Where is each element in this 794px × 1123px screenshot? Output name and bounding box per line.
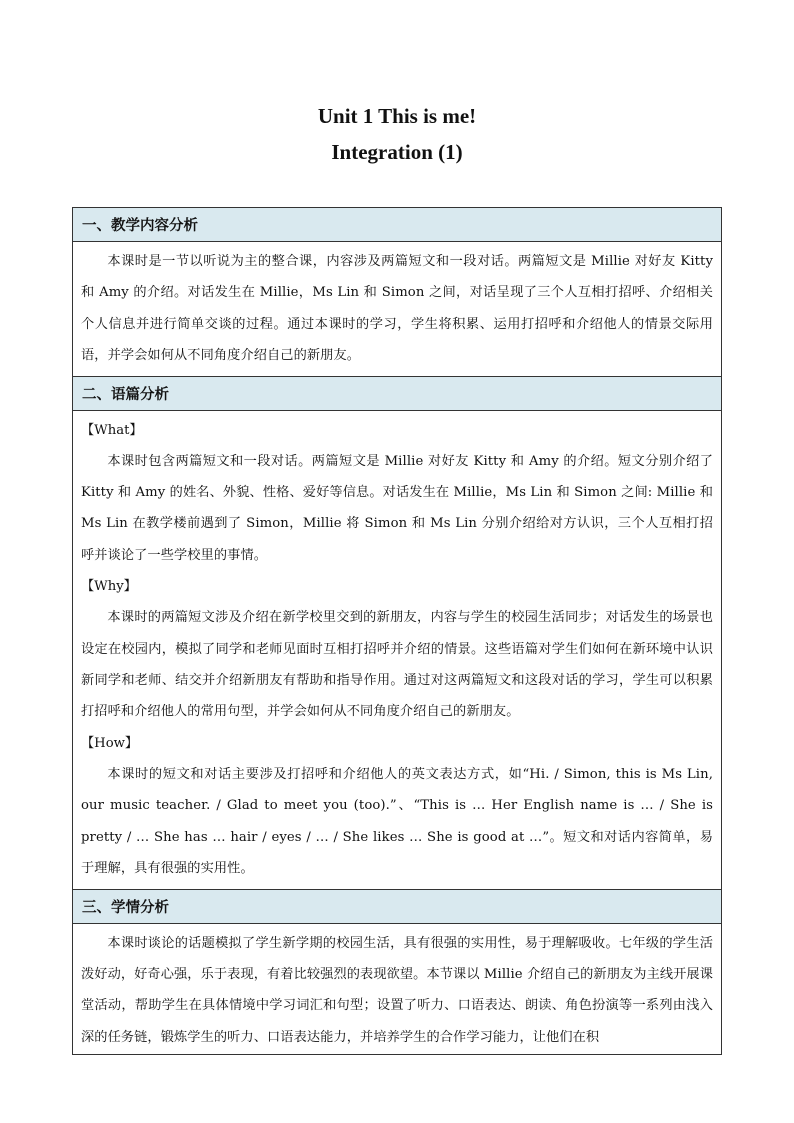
why-tag: 【Why】 [81, 579, 137, 595]
section-header-learners [73, 889, 722, 923]
how-paragraph: 本课时的短文和对话主要涉及打招呼和介绍他人的英文表达方式，如“Hi. / Simon, this is Ms Lin, our music teacher. / Glad to meet you (too).”、“This is … Her English name is … / She is pretty / … She has … hair / eyes / … / She likes … She is good at …”。短文和对话内容简单，易于理解，具有很强的实用性。 [81, 766, 713, 877]
section-body-cell [73, 923, 722, 1054]
clipped-paragraph-wrap [81, 928, 713, 1050]
section-body-learners [73, 923, 722, 1054]
section-heading: 三、学情分析 [73, 889, 722, 923]
section-body-content [73, 242, 722, 377]
why-paragraph: 本课时的两篇短文涉及介绍在新学校里交到的新朋友，内容与学生的校园生活同步；对话发生的场景也设定在校园内，模拟了同学和老师见面时互相打招呼并介绍的情景。这些语篇对学生们如何在新环境中认识新同学和老师、结交并介绍新朋友有帮助和指导作用。通过对这两篇短文和这段对话的学习，学生可以积累打招呼和介绍他人的常用句型，并学会如何从不同角度介绍自己的新朋友。 [81, 610, 713, 720]
section-header-content [73, 208, 722, 242]
section-body-cell [73, 242, 722, 377]
section-body-cell [73, 410, 722, 889]
what-tag: 【What】 [81, 422, 143, 438]
section-header-discourse [73, 376, 722, 410]
content-paragraph: 本课时是一节以听说为主的整合课，内容涉及两篇短文和一段对话。两篇短文是 Millie 对好友 Kitty 和 Amy 的介绍。对话发生在 Millie，Ms Lin 和 Simon 之间，对话呈现了三个人互相打招呼、介绍相关个人信息并进行简单交谈的过程。通过本课时的学习，学生将积累、运用打招呼和介绍他人的情景交际用语，并学会如何从不同角度介绍自己的新朋友。 [81, 254, 713, 364]
page-subtitle: Integration (1) [331, 140, 463, 164]
how-tag: 【How】 [81, 735, 139, 751]
what-paragraph: 本课时包含两篇短文和一段对话。两篇短文是 Millie 对好友 Kitty 和 Amy 的介绍。短文分别介绍了 Kitty 和 Amy 的姓名、外貌、性格、爱好等信息。对话发生在 Millie，Ms Lin 和 Simon 之间: Millie 和 Ms Lin 在教学楼前遇到了 Simon，Millie 将 Simon 和 Ms Lin 分别介绍给对方认识，三个人互相打招呼并谈论了一些学校里的事情。 [81, 453, 713, 563]
page-title: Unit 1 This is me! [317, 104, 477, 128]
section-heading: 一、教学内容分析 [73, 208, 722, 242]
lesson-analysis-table [72, 207, 722, 1055]
learner-paragraph: 本课时谈论的话题模拟了学生新学期的校园生活，具有很强的实用性，易于理解吸收。七年级的学生活泼好动，好奇心强，乐于表现，有着比较强烈的表现欲望。本节课以 Millie 介绍自己的新朋友为主线开展课堂活动，帮助学生在具体情境中学习词汇和句型；设置了听力、口语表达、朗读、角色扮演等一系列由浅入深的任务链，锻炼学生的听力、口语表达能力，并培养学生的合作学习能力，让他们在积 [81, 935, 713, 1045]
section-heading: 二、语篇分析 [73, 376, 722, 410]
section-body-discourse [73, 410, 722, 889]
